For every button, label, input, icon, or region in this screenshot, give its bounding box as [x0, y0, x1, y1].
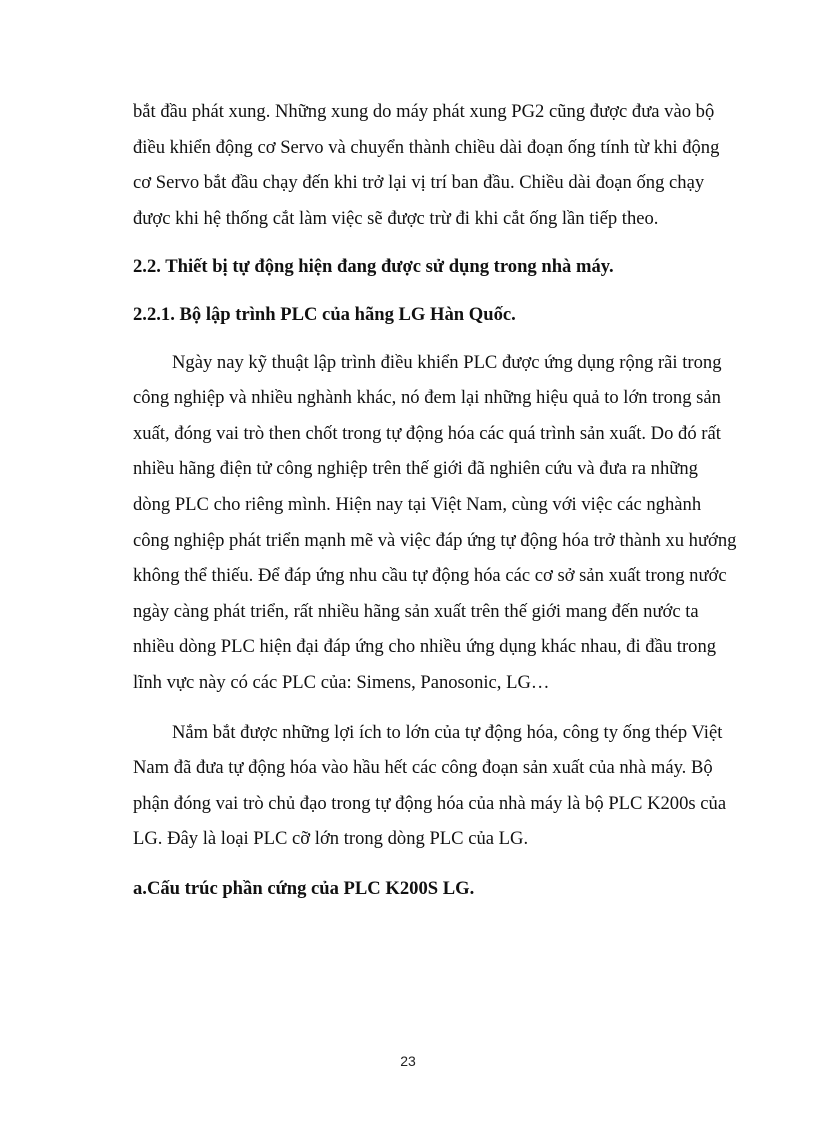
- subsection-heading: 2.2.1. Bộ lập trình PLC của hãng LG Hàn Quốc.: [133, 303, 516, 325]
- section-heading: 2.2. Thiết bị tự động hiện đang được sử dụng trong nhà máy.: [133, 256, 614, 278]
- text-line: cơ Servo bắt đầu chạy đến khi trở lại vị trí ban đầu. Chiều dài đoạn ống chạy: [133, 172, 705, 194]
- text-line: được khi hệ thống cắt làm việc sẽ được trừ đi khi cắt ống lần tiếp theo.: [133, 207, 659, 229]
- body-paragraph-1: [133, 345, 743, 701]
- text-line: lĩnh vực này có các PLC của: Simens, Panosonic, LG…: [133, 671, 550, 693]
- text-line: không thể thiếu. Để đáp ứng nhu cầu tự động hóa các cơ sở sản xuất trong nước: [133, 565, 727, 587]
- subheading-hardware-structure: a.Cấu trúc phần cứng của PLC K200S LG.: [133, 877, 475, 899]
- text-line: Ngày nay kỹ thuật lập trình điều khiển PLC được ứng dụng rộng rãi trong: [172, 351, 722, 373]
- body-paragraph-2: [133, 715, 743, 857]
- text-line: nhiều hãng điện tử công nghiệp trên thế giới đã nghiên cứu và đưa ra những: [133, 458, 698, 480]
- text-line: công nghiệp và nhiều nghành khác, nó đem lại những hiệu quả to lớn trong sản: [133, 387, 721, 409]
- text-line: điều khiển động cơ Servo và chuyển thành chiều dài đoạn ống tính từ khi động: [133, 136, 720, 158]
- text-line: Nắm bắt được những lợi ích to lớn của tự động hóa, công ty ống thép Việt: [172, 721, 723, 743]
- page-number: 23: [400, 1053, 416, 1069]
- intro-paragraph: [133, 94, 743, 236]
- text-line: Nam đã đưa tự động hóa vào hầu hết các công đoạn sản xuất của nhà máy. Bộ: [133, 757, 713, 779]
- text-line: nhiều dòng PLC hiện đại đáp ứng cho nhiều ứng dụng khác nhau, đi đầu trong: [133, 636, 717, 658]
- text-line: phận đóng vai trò chủ đạo trong tự động hóa của nhà máy là bộ PLC K200s của: [133, 792, 727, 814]
- text-line: LG. Đây là loại PLC cỡ lớn trong dòng PLC của LG.: [133, 828, 529, 850]
- text-line: công nghiệp phát triển mạnh mẽ và việc đáp ứng tự động hóa trở thành xu hướng: [133, 529, 737, 551]
- page-content: [133, 94, 743, 906]
- text-line: bắt đầu phát xung. Những xung do máy phát xung PG2 cũng được đưa vào bộ: [133, 101, 715, 122]
- text-line: dòng PLC cho riêng mình. Hiện nay tại Việt Nam, cùng với việc các nghành: [133, 493, 702, 515]
- text-line: ngày càng phát triển, rất nhiều hãng sản xuất trên thế giới mang đến nước ta: [133, 600, 699, 622]
- text-line: xuất, đóng vai trò then chốt trong tự động hóa các quá trình sản xuất. Do đó rất: [133, 422, 721, 444]
